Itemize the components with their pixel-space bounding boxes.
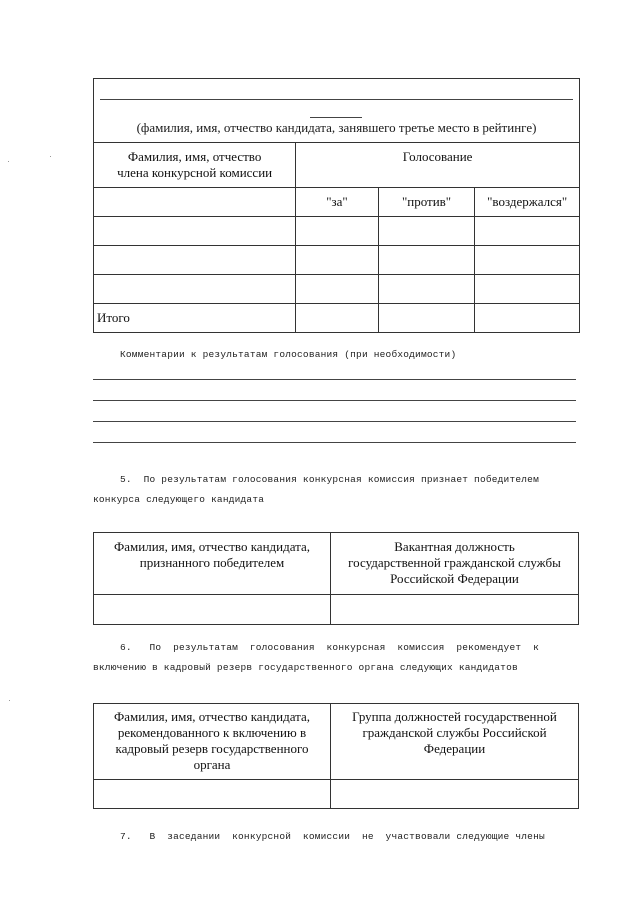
candidate-caption: (фамилия, имя, отчество кандидата, занявшего третье место в рейтинге) — [136, 120, 537, 135]
candidate-short-line — [310, 117, 362, 118]
table-row — [94, 246, 580, 275]
section5-line2: конкурса следующего кандидата — [93, 494, 265, 505]
comment-line — [93, 400, 576, 401]
vote-table — [93, 142, 580, 333]
section5-line1: 5. По результатам голосования конкурсная комиссия признает победителем — [120, 474, 539, 485]
reserve-col1: Фамилия, имя, отчество кандидата, рекомендованного к включению в кадровый резерв государственного органа — [94, 704, 331, 780]
table-row — [94, 780, 579, 809]
winner-col2: Вакантная должность государственной гражданской службы Российской Федерации — [331, 533, 579, 595]
table-row — [94, 275, 580, 304]
total-label: Итого — [94, 304, 296, 333]
section7-line1: 7. В заседании конкурсной комиссии не участвовали следующие члены — [120, 831, 545, 842]
comments-label: Комментарии к результатам голосования (при необходимости) — [120, 349, 457, 360]
reserve-table — [93, 703, 579, 809]
section6-line2: включению в кадровый резерв государственного органа следующих кандидатов — [93, 662, 518, 673]
comment-line — [93, 421, 576, 422]
scan-speck — [9, 700, 10, 701]
winner-table — [93, 532, 579, 625]
member-header: Фамилия, имя, отчество члена конкурсной комиссии — [94, 143, 296, 188]
comment-line — [93, 442, 576, 443]
vote-header: Голосование — [296, 143, 580, 188]
winner-col1: Фамилия, имя, отчество кандидата, признанного победителем — [94, 533, 331, 595]
member-subheader — [94, 188, 296, 217]
total-row — [94, 304, 580, 333]
section6-line1: 6. По результатам голосования конкурсная комиссия рекомендует к — [120, 642, 539, 653]
candidate-name-line — [100, 99, 573, 100]
scan-speck — [50, 156, 51, 157]
candidate-box — [93, 78, 580, 143]
scan-speck — [8, 161, 9, 162]
comment-line — [93, 379, 576, 380]
table-row — [94, 217, 580, 246]
table-row — [94, 595, 579, 625]
col-against: "против" — [378, 188, 475, 217]
col-abstain: "воздержался" — [475, 188, 580, 217]
reserve-col2: Группа должностей государственной гражданской службы Российской Федерации — [331, 704, 579, 780]
col-for: "за" — [296, 188, 379, 217]
